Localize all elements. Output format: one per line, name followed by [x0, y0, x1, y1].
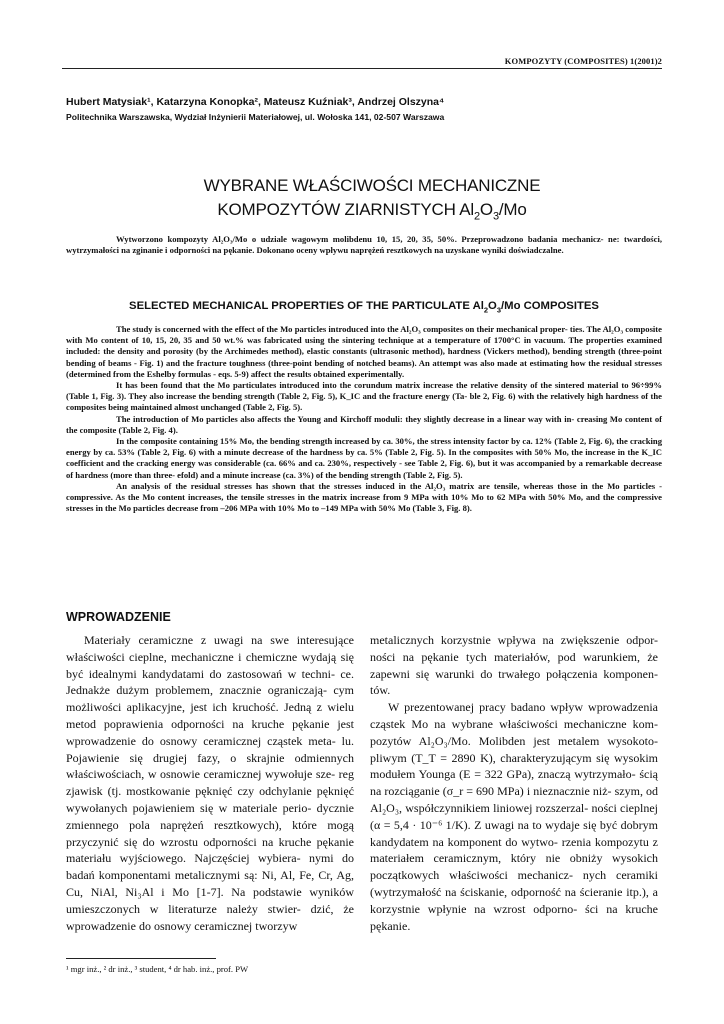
title-polish [100, 174, 644, 228]
section-heading: WPROWADZENIE [66, 610, 171, 624]
author-list: Hubert Matysiak¹, Katarzyna Konopka², Mateusz Kuźniak³, Andrzej Olszyna⁴ [66, 96, 445, 108]
title-polish-line2 [100, 198, 644, 228]
title-english-post: /Mo COMPOSITES [501, 300, 599, 312]
footnote: ¹ mgr inż., ² dr inż., ³ student, ⁴ dr hab. inż., prof. PW [66, 964, 249, 974]
running-head: KOMPOZYTY (COMPOSITES) 1(2001)2 [504, 56, 662, 66]
footnote-rule [66, 958, 216, 959]
title-english-pre: SELECTED MECHANICAL PROPERTIES OF THE PARTICULATE Al [129, 300, 484, 312]
title-polish-mid: O [479, 200, 493, 219]
title-polish-sub2: 3 [492, 210, 499, 223]
title-english [66, 300, 662, 314]
title-polish-line2-pre: KOMPOZYTÓW ZIARNISTYCH Al [217, 200, 474, 219]
title-english-sub2: 3 [496, 305, 502, 315]
body-column-left [66, 632, 354, 934]
title-polish-post: /Mo [498, 200, 527, 219]
abstract-english-paragraph: The study is concerned with the effect of the Mo particles introduced into the Al₂O₃ composites on their mechanical proper- ties. The Al₂O₃ composite with Mo content of 10, 15, 20, 35 and 50 wt.% was fabricated using the sintering technique at a temperature of 1700°C in vacuum. The properties examined included: the density and porosity (by the Archimedes method), elastic constants (ultrasonic method), hardness (Vickers method), bending strength (three-point bending of beams - Fig. 1) and the fracture toughness (three-point bending of notched beams). An attempt was also made at estimating how the residual stresses (determined from the Eshelby formulas - eqs. 5-9) affect the results obtained experimentally. [66, 324, 662, 379]
body-column-right [370, 632, 658, 934]
title-english-sub1: 2 [483, 305, 489, 315]
abstract-english-paragraph: An analysis of the residual stresses has shown that the stresses induced in the Al₂O₃ matrix are tensile, whereas those in the Mo particles - compressive. As the Mo content increases, the tensile stresses in the matrix increase from 9 MPa with 10% Mo to 62 MPa with 50% Mo, and the compressive stresses in the Mo particles decrease from –206 MPa with 10% Mo to –149 MPa with 50% Mo (Table 3, Fig. 8). [66, 480, 662, 514]
abstract-english [66, 324, 662, 514]
body-paragraph: metalicznych korzystnie wpływa na zwiększenie odpor- ności na pękanie tych materiałów, pod warunkiem, że zapewni się warunki do trwałego połączenia komponen- tów. [370, 633, 658, 698]
title-english-mid: O [488, 300, 497, 312]
abstract-english-paragraph: In the composite containing 15% Mo, the bending strength increased by ca. 30%, the stress intensity factor by ca. 12% (Table 2, Fig. 6), the cracking energy by ca. 53% (Table 2, Fig. 6) with a minute decrease of the hardness by ca. 5% (Table 2, Fig. 5). In the composites with 50% Mo, the increase in the K_IC coefficient and the cracking energy was considerable (ca. 66% and ca. 230%, respectively - see Table 2, Fig. 6), but it was accompanied by a remarkable decrease of hardness (more than three- efold) and a minute increase (ca. 3%) of the bending strength (Table 2, Fig. 5). [66, 436, 662, 480]
title-polish-line1: WYBRANE WŁAŚCIWOŚCI MECHANICZNE [203, 176, 541, 195]
header-rule [62, 68, 662, 69]
affiliation: Politechnika Warszawska, Wydział Inżynierii Materiałowej, ul. Wołoska 141, 02-507 Warszawa [66, 112, 445, 122]
body-paragraph: Materiały ceramiczne z uwagi na swe interesujące właściwości cieplne, mechaniczne i chemiczne wydają się być idealnymi kandydatami do zastosowań w techni- ce. Jednakże dużym problemem, znacznie ograniczają- cym możliwości aplikacyjne, jest ich kruchość. Jedną z wielu metod poprawienia odporności na kruche pękanie jest wprowadzenie do osnowy ceramicznej cząstek meta- lu. Pojawienie się drugiej fazy, o skrajnie odmiennych właściwościach, w osnowie ceramicznej wywołuje sze- reg zjawisk (tj. mostkowanie pęknięć czy odchylanie pęknięć wywołanych pojawieniem się w materiale perio- dycznie zmiennego pola naprężeń resztkowych), które mogą przyczynić się do wzrostu odporności na kruche pękanie materiału wyjściowego. Najczęściej wybiera- nymi do badań komponentami metalicznymi są: Ni, Al, Fe, Cr, Ag, Cu, NiAl, Ni₃Al i Mo [1-7]. Na podstawie wyników umieszczonych w literaturze należy stwier- dzić, że wprowadzenie do osnowy ceramicznej tworzyw [66, 633, 354, 933]
abstract-polish: Wytworzono kompozyty Al₂O₃/Mo o udziale wagowym molibdenu 10, 15, 20, 35, 50%. Przeprowadzono badania mechanicz- ne: twardości, wytrzymałości na zginanie i odporności na pękanie. Dokonano oceny wpływu naprężeń resztkowych na uzyskane wyniki doświadczalne. [66, 234, 662, 256]
abstract-english-paragraph: The introduction of Mo particles also affects the Young and Kirchoff moduli: they slightly decrease in a linear way with in- creasing Mo content of the composite (Table 2, Fig. 4). [66, 413, 662, 435]
title-polish-sub1: 2 [474, 210, 480, 223]
abstract-english-paragraph: It has been found that the Mo particulates introduced into the corundum matrix increase the relative density of the sintered material to 96÷99% (Table 1, Fig. 3). They also increase the bending strength (Table 2, Fig. 5), K_IC and the fracture energy (Ta- ble 2, Fig. 6) with the relatively high hardness of the composites being maintained almost unchanged (Table 2, Fig. 5). [66, 380, 662, 413]
body-paragraph: W prezentowanej pracy badano wpływ wprowadzenia cząstek Mo na wybrane właściwości mechaniczne kom- pozytów Al₂O₃/Mo. Molibden jest metalem wysokoto- pliwym (T_T = 2890 K), charakteryzującym się wysokim modułem Younga (E = 322 GPa), znaczą wytrzymało- ścią na rozciąganie (σ_r = 690 MPa) i nieznacznie niż- szym, od Al₂O₃, współczynnikiem liniowej rozszerzal- ności cieplnej (α = 5,4 · 10⁻⁶ 1/K). Z uwagi na to wydaje się być dobrym kandydatem na komponent do wytwo- rzenia kompozytu z materiałem ceramicznym, który nie obniży wysokich początkowych właściwości mechanicz- nych ceramiki (wytrzymałość na ściskanie, odporność na ścieranie itp.), a korzystnie wpłynie na wzrost odporno- ści na kruche pękanie. [370, 700, 658, 933]
